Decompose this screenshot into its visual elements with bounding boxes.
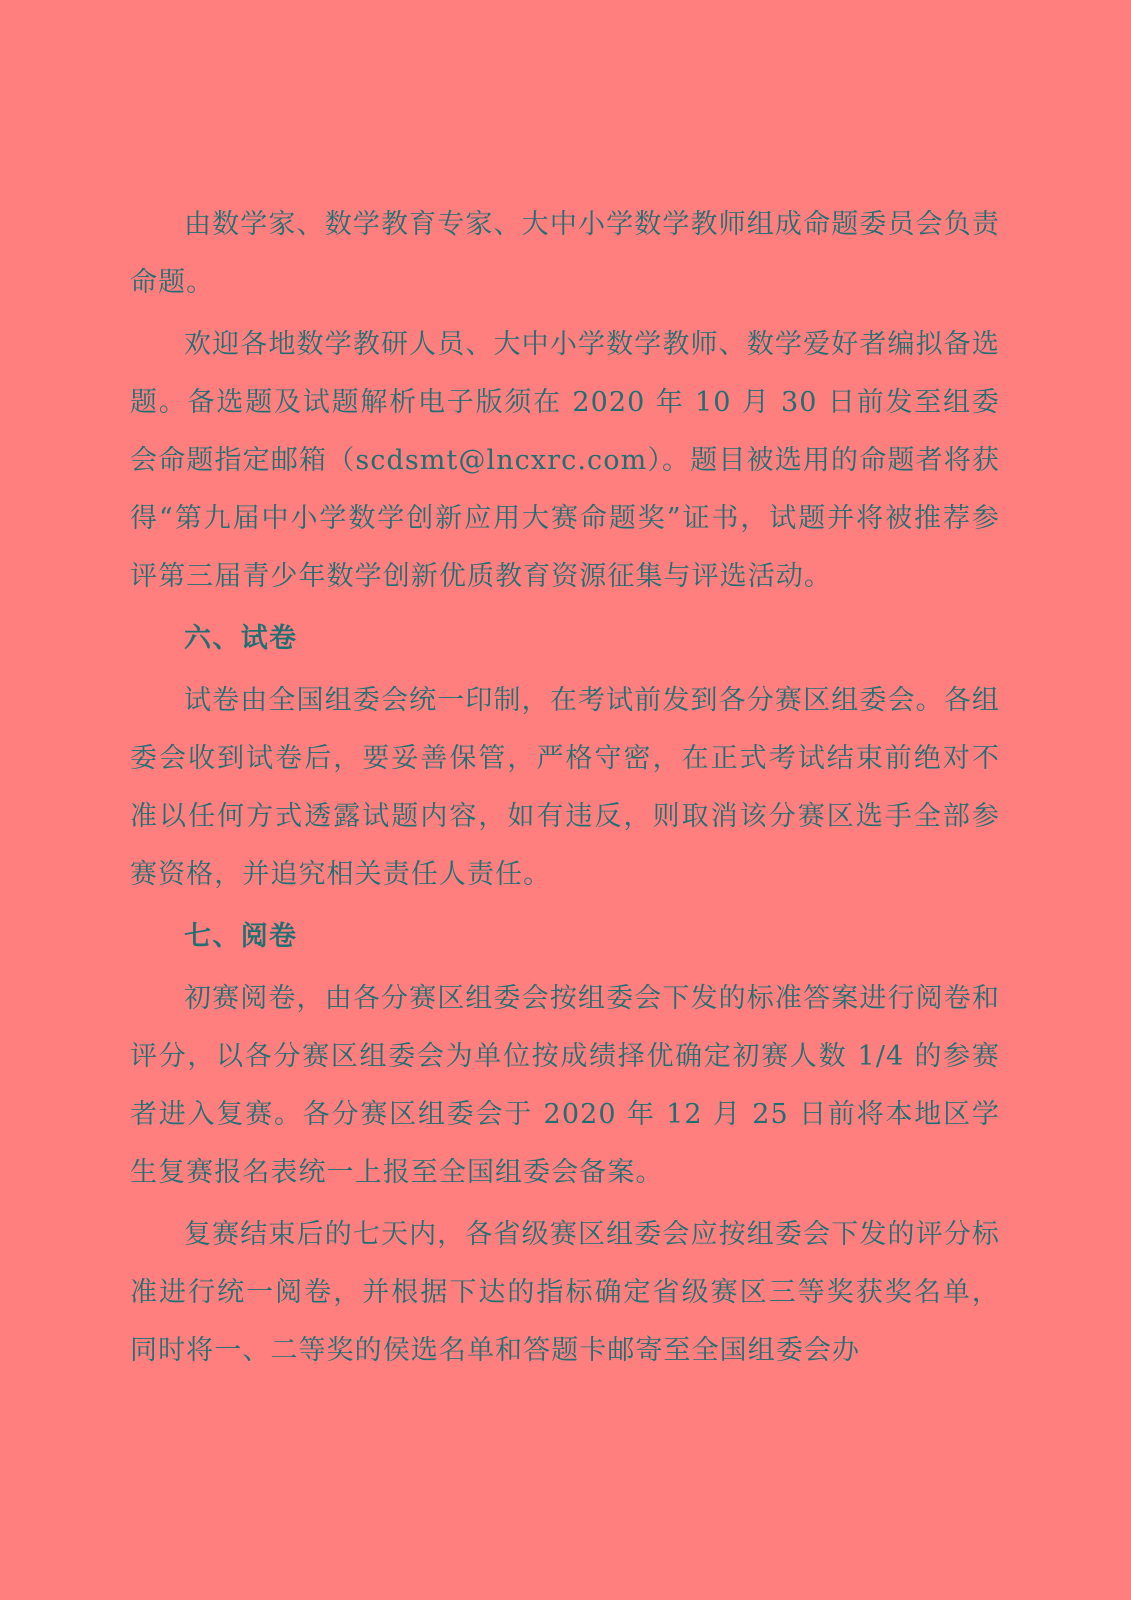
document-body: [130, 196, 1000, 1384]
paragraph-final-grading: 复赛结束后的七天内，各省级赛区组委会应按组委会下发的评分标准进行统一阅卷，并根据下达的指标确定省级赛区三等奖获奖名单，同时将一、二等奖的侯选名单和答题卡邮寄至全国组委会办: [130, 1219, 1000, 1366]
section-heading-grading: 七、阅卷: [184, 921, 298, 952]
section-heading-exam-papers: 六、试卷: [184, 623, 298, 654]
paragraph-preliminary-grading: 初赛阅卷，由各分赛区组委会按组委会下发的标准答案进行阅卷和评分，以各分赛区组委会为单位按成绩择优确定初赛人数 1/4 的参赛者进入复赛。各分赛区组委会于 2020 年 12 月 25 日前将本地区学生复赛报名表统一上报至全国组委会备案。: [130, 983, 1000, 1188]
paragraph-call-for-questions: 欢迎各地数学教研人员、大中小学数学教师、数学爱好者编拟备选题。备选题及试题解析电子版须在 2020 年 10 月 30 日前发至组委会命题指定邮箱（scdsmt@lncxrc.com）。题目被选用的命题者将获得“第九届中小学数学创新应用大赛命题奖”证书，试题并将被推荐参评第三届青少年数学创新优质教育资源征集与评选活动。: [130, 329, 1000, 592]
paragraph-exam-papers: 试卷由全国组委会统一印制，在考试前发到各分赛区组委会。各组委会收到试卷后，要妥善保管，严格守密，在正式考试结束前绝对不准以任何方式透露试题内容，如有违反，则取消该分赛区选手全部参赛资格，并追究相关责任人责任。: [130, 685, 1000, 890]
paragraph-proposition-committee: 由数学家、数学教育专家、大中小学数学教师组成命题委员会负责命题。: [130, 209, 1000, 298]
